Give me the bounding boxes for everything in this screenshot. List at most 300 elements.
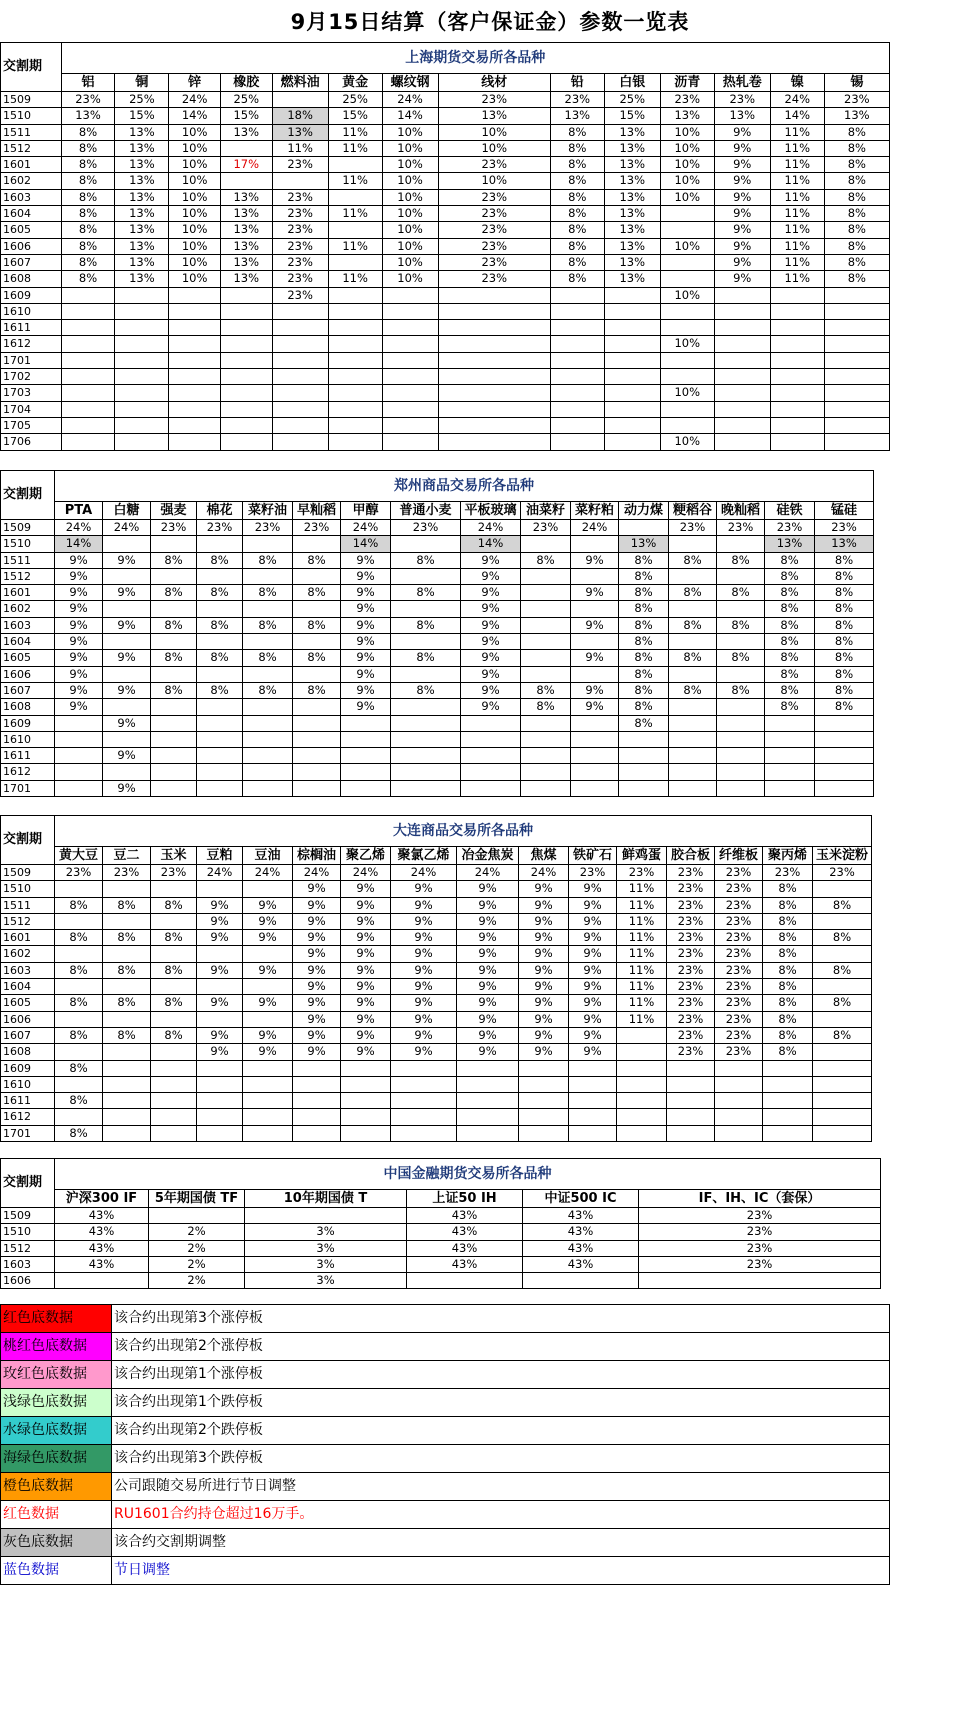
margin-cell: 23% xyxy=(550,92,604,108)
product-name: 铜 xyxy=(115,74,169,92)
margin-cell: 8% xyxy=(293,552,341,568)
table-row xyxy=(1,1273,881,1289)
margin-cell: 8% xyxy=(197,682,243,698)
margin-cell: 8% xyxy=(815,682,874,698)
delivery-month: 1706 xyxy=(1,434,62,450)
margin-cell: 8% xyxy=(61,124,115,140)
margin-cell: 23% xyxy=(243,520,293,536)
margin-cell xyxy=(813,946,872,962)
margin-cell xyxy=(660,369,714,385)
legend-swatch: 红色数据 xyxy=(1,1501,112,1529)
margin-cell: 15% xyxy=(328,108,382,124)
margin-cell: 24% xyxy=(103,520,151,536)
margin-cell: 8% xyxy=(550,271,604,287)
margin-cell xyxy=(243,946,293,962)
delivery-period-header: 交割期 xyxy=(1,1159,55,1208)
margin-cell xyxy=(341,1125,391,1141)
table-row xyxy=(1,173,890,189)
margin-cell xyxy=(55,1076,103,1092)
margin-cell xyxy=(391,666,461,682)
margin-cell: 9% xyxy=(391,1011,457,1027)
margin-cell xyxy=(243,634,293,650)
delivery-period-header: 交割期 xyxy=(1,816,55,865)
margin-cell xyxy=(55,881,103,897)
product-name: 聚乙烯 xyxy=(341,847,391,865)
margin-cell: 8% xyxy=(521,682,571,698)
legend-description: 节日调整 xyxy=(112,1557,890,1585)
margin-cell: 8% xyxy=(765,650,815,666)
margin-cell: 9% xyxy=(341,650,391,666)
margin-cell xyxy=(824,352,889,368)
margin-cell xyxy=(382,287,438,303)
margin-cell xyxy=(243,780,293,796)
margin-cell: 8% xyxy=(765,634,815,650)
margin-cell: 8% xyxy=(391,617,461,633)
margin-cell xyxy=(382,434,438,450)
margin-cell: 9% xyxy=(293,897,341,913)
product-name: IF、IH、IC（套保） xyxy=(639,1190,881,1208)
margin-cell: 8% xyxy=(619,666,669,682)
margin-cell: 10% xyxy=(660,287,714,303)
margin-cell xyxy=(272,92,328,108)
margin-cell xyxy=(197,715,243,731)
product-name: 聚氯乙烯 xyxy=(391,847,457,865)
margin-cell: 13% xyxy=(115,124,169,140)
margin-cell: 23% xyxy=(438,254,550,270)
margin-cell: 9% xyxy=(391,930,457,946)
margin-cell: 10% xyxy=(169,238,221,254)
product-name: 硅铁 xyxy=(765,502,815,520)
product-name: 沥青 xyxy=(660,74,714,92)
margin-cell: 13% xyxy=(220,222,272,238)
margin-cell xyxy=(197,634,243,650)
margin-cell xyxy=(61,320,115,336)
margin-cell xyxy=(639,1273,881,1289)
margin-cell: 13% xyxy=(604,157,660,173)
table-row xyxy=(1,287,890,303)
margin-cell: 8% xyxy=(763,1011,813,1027)
margin-cell: 9% xyxy=(461,585,521,601)
margin-cell: 14% xyxy=(382,108,438,124)
legend-description: 该合约出现第2个跌停板 xyxy=(112,1417,890,1445)
table-row xyxy=(1,780,874,796)
margin-cell xyxy=(770,401,824,417)
margin-cell xyxy=(151,881,197,897)
margin-cell xyxy=(382,401,438,417)
delivery-month: 1603 xyxy=(1,189,62,205)
delivery-month: 1607 xyxy=(1,1027,55,1043)
margin-cell: 11% xyxy=(617,995,667,1011)
margin-cell: 8% xyxy=(815,585,874,601)
margin-cell xyxy=(824,401,889,417)
product-name: 棕榈油 xyxy=(293,847,341,865)
margin-cell: 8% xyxy=(521,699,571,715)
margin-cell xyxy=(103,979,151,995)
margin-cell xyxy=(341,1076,391,1092)
margin-cell xyxy=(220,417,272,433)
margin-cell xyxy=(571,764,619,780)
margin-cell: 8% xyxy=(815,650,874,666)
margin-cell: 8% xyxy=(763,913,813,929)
margin-cell xyxy=(151,1011,197,1027)
margin-cell: 10% xyxy=(382,222,438,238)
table-row xyxy=(1,650,874,666)
margin-cell xyxy=(824,287,889,303)
table-row xyxy=(1,617,874,633)
margin-cell: 24% xyxy=(457,865,519,881)
margin-cell: 13% xyxy=(604,173,660,189)
margin-cell: 10% xyxy=(169,271,221,287)
margin-cell: 8% xyxy=(61,189,115,205)
margin-cell xyxy=(571,601,619,617)
table-row xyxy=(1,1208,881,1224)
margin-cell: 8% xyxy=(151,617,197,633)
margin-cell: 11% xyxy=(617,979,667,995)
margin-cell xyxy=(243,601,293,617)
product-name: 白银 xyxy=(604,74,660,92)
margin-cell xyxy=(604,417,660,433)
margin-cell: 9% xyxy=(519,1011,569,1027)
margin-cell xyxy=(272,173,328,189)
margin-cell: 9% xyxy=(341,617,391,633)
margin-cell xyxy=(521,715,571,731)
margin-cell xyxy=(61,352,115,368)
margin-cell xyxy=(457,1109,519,1125)
margin-cell: 9% xyxy=(197,1044,243,1060)
margin-cell xyxy=(151,715,197,731)
delivery-month: 1601 xyxy=(1,157,62,173)
margin-cell: 23% xyxy=(667,1044,715,1060)
margin-cell xyxy=(328,336,382,352)
margin-cell: 10% xyxy=(169,222,221,238)
margin-cell xyxy=(220,385,272,401)
legend-row xyxy=(1,1305,890,1333)
product-name: 锌 xyxy=(169,74,221,92)
delivery-month: 1509 xyxy=(1,520,55,536)
margin-cell: 11% xyxy=(770,157,824,173)
margin-cell xyxy=(521,764,571,780)
margin-cell xyxy=(220,352,272,368)
margin-cell: 13% xyxy=(115,222,169,238)
margin-cell: 23% xyxy=(639,1240,881,1256)
margin-cell: 8% xyxy=(103,897,151,913)
delivery-month: 1701 xyxy=(1,780,55,796)
margin-cell: 13% xyxy=(660,108,714,124)
margin-cell: 9% xyxy=(243,897,293,913)
margin-cell: 23% xyxy=(103,865,151,881)
margin-cell xyxy=(815,731,874,747)
margin-cell: 43% xyxy=(523,1256,639,1272)
product-name: 聚丙烯 xyxy=(763,847,813,865)
margin-cell xyxy=(61,401,115,417)
margin-cell xyxy=(55,1273,149,1289)
margin-cell xyxy=(550,385,604,401)
margin-cell xyxy=(521,748,571,764)
margin-cell xyxy=(243,666,293,682)
margin-cell: 8% xyxy=(391,585,461,601)
margin-cell: 9% xyxy=(571,699,619,715)
margin-cell xyxy=(169,320,221,336)
table-row xyxy=(1,764,874,780)
margin-cell xyxy=(815,764,874,780)
margin-cell xyxy=(813,1044,872,1060)
margin-cell: 23% xyxy=(715,897,763,913)
margin-cell xyxy=(272,320,328,336)
margin-cell xyxy=(604,401,660,417)
margin-cell: 9% xyxy=(293,881,341,897)
margin-cell xyxy=(197,748,243,764)
margin-cell xyxy=(151,1076,197,1092)
margin-cell xyxy=(151,536,197,552)
czce-product-row xyxy=(1,502,874,520)
margin-cell xyxy=(328,401,382,417)
margin-cell xyxy=(550,287,604,303)
margin-cell: 25% xyxy=(115,92,169,108)
margin-cell: 23% xyxy=(438,238,550,254)
margin-cell xyxy=(197,666,243,682)
delivery-month: 1609 xyxy=(1,287,62,303)
margin-cell xyxy=(197,1011,243,1027)
margin-cell xyxy=(660,303,714,319)
margin-cell: 8% xyxy=(151,962,197,978)
margin-cell xyxy=(571,666,619,682)
margin-cell xyxy=(824,434,889,450)
margin-cell xyxy=(382,385,438,401)
delivery-month: 1512 xyxy=(1,140,62,156)
delivery-month: 1603 xyxy=(1,1256,55,1272)
margin-cell: 9% xyxy=(391,995,457,1011)
table-row xyxy=(1,189,890,205)
margin-cell: 11% xyxy=(617,946,667,962)
margin-cell: 43% xyxy=(407,1256,523,1272)
margin-cell xyxy=(519,1093,569,1109)
margin-cell xyxy=(765,780,815,796)
margin-cell: 9% xyxy=(457,897,519,913)
table-row xyxy=(1,601,874,617)
margin-cell: 8% xyxy=(763,881,813,897)
margin-cell: 15% xyxy=(220,108,272,124)
margin-cell xyxy=(103,881,151,897)
margin-cell: 23% xyxy=(660,92,714,108)
margin-cell xyxy=(151,1060,197,1076)
margin-cell xyxy=(103,601,151,617)
margin-cell xyxy=(824,385,889,401)
margin-cell: 9% xyxy=(243,930,293,946)
margin-cell xyxy=(293,699,341,715)
margin-cell: 11% xyxy=(617,913,667,929)
margin-cell: 23% xyxy=(272,206,328,222)
margin-cell xyxy=(293,1109,341,1125)
margin-cell: 9% xyxy=(461,699,521,715)
margin-cell xyxy=(763,1125,813,1141)
margin-cell: 8% xyxy=(151,552,197,568)
margin-cell: 11% xyxy=(770,140,824,156)
margin-cell xyxy=(715,1109,763,1125)
margin-cell xyxy=(438,434,550,450)
margin-cell: 11% xyxy=(328,271,382,287)
margin-cell xyxy=(770,320,824,336)
margin-cell: 9% xyxy=(197,913,243,929)
margin-cell xyxy=(667,1109,715,1125)
margin-cell: 23% xyxy=(569,865,617,881)
legend-swatch: 玫红色底数据 xyxy=(1,1361,112,1389)
margin-cell: 13% xyxy=(220,271,272,287)
delivery-month: 1509 xyxy=(1,1208,55,1224)
legend-table xyxy=(0,1304,890,1585)
margin-cell xyxy=(293,715,341,731)
margin-cell: 13% xyxy=(220,189,272,205)
margin-cell: 23% xyxy=(438,157,550,173)
margin-cell xyxy=(169,303,221,319)
margin-cell xyxy=(293,1125,341,1141)
table-row xyxy=(1,865,872,881)
margin-cell: 13% xyxy=(115,254,169,270)
delivery-month: 1510 xyxy=(1,108,62,124)
margin-cell: 11% xyxy=(770,206,824,222)
margin-cell xyxy=(824,303,889,319)
margin-cell xyxy=(272,352,328,368)
legend-swatch: 橙色底数据 xyxy=(1,1473,112,1501)
margin-cell xyxy=(293,568,341,584)
margin-cell: 11% xyxy=(328,238,382,254)
margin-cell xyxy=(243,731,293,747)
margin-cell xyxy=(669,601,717,617)
margin-cell: 11% xyxy=(770,238,824,254)
margin-cell xyxy=(115,336,169,352)
margin-cell xyxy=(115,434,169,450)
margin-cell: 9% xyxy=(569,946,617,962)
margin-cell xyxy=(550,434,604,450)
product-name: 动力煤 xyxy=(619,502,669,520)
margin-cell: 8% xyxy=(61,271,115,287)
delivery-month: 1511 xyxy=(1,124,62,140)
margin-cell xyxy=(391,715,461,731)
delivery-month: 1510 xyxy=(1,1224,55,1240)
margin-cell: 8% xyxy=(103,930,151,946)
margin-cell: 8% xyxy=(763,946,813,962)
cffex-product-row xyxy=(1,1190,881,1208)
margin-cell xyxy=(617,1125,667,1141)
margin-cell: 8% xyxy=(391,552,461,568)
margin-cell xyxy=(813,1125,872,1141)
margin-cell: 13% xyxy=(115,238,169,254)
margin-cell: 8% xyxy=(55,897,103,913)
margin-cell: 9% xyxy=(571,617,619,633)
margin-cell: 9% xyxy=(293,1011,341,1027)
margin-cell: 10% xyxy=(169,189,221,205)
table-row xyxy=(1,731,874,747)
margin-cell: 9% xyxy=(103,552,151,568)
legend-description: 该合约出现第1个涨停板 xyxy=(112,1361,890,1389)
margin-cell xyxy=(813,1060,872,1076)
margin-cell: 8% xyxy=(55,1060,103,1076)
margin-cell: 23% xyxy=(715,1011,763,1027)
margin-cell: 13% xyxy=(604,271,660,287)
margin-cell xyxy=(461,748,521,764)
table-row xyxy=(1,417,890,433)
margin-cell xyxy=(438,369,550,385)
delivery-month: 1510 xyxy=(1,881,55,897)
margin-cell: 10% xyxy=(438,140,550,156)
margin-cell: 8% xyxy=(293,585,341,601)
margin-cell: 9% xyxy=(461,617,521,633)
margin-cell xyxy=(197,764,243,780)
margin-cell xyxy=(521,634,571,650)
margin-cell: 9% xyxy=(103,650,151,666)
margin-cell: 8% xyxy=(550,140,604,156)
product-name: 早籼稻 xyxy=(293,502,341,520)
margin-cell xyxy=(293,666,341,682)
margin-cell: 9% xyxy=(714,124,770,140)
margin-cell: 23% xyxy=(667,930,715,946)
margin-cell: 11% xyxy=(617,930,667,946)
margin-cell: 11% xyxy=(770,254,824,270)
table-row xyxy=(1,1076,872,1092)
margin-cell: 9% xyxy=(714,206,770,222)
margin-cell: 9% xyxy=(714,157,770,173)
margin-cell: 8% xyxy=(55,930,103,946)
product-name: 铝 xyxy=(61,74,115,92)
margin-cell xyxy=(813,1076,872,1092)
margin-cell: 10% xyxy=(169,254,221,270)
margin-cell: 8% xyxy=(619,634,669,650)
margin-cell: 8% xyxy=(55,1125,103,1141)
margin-cell xyxy=(103,913,151,929)
margin-cell: 9% xyxy=(457,979,519,995)
margin-cell xyxy=(617,1093,667,1109)
margin-cell xyxy=(243,1076,293,1092)
margin-cell: 8% xyxy=(243,585,293,601)
margin-cell: 25% xyxy=(220,92,272,108)
legend-row xyxy=(1,1529,890,1557)
margin-cell: 23% xyxy=(667,1027,715,1043)
margin-cell: 9% xyxy=(55,682,103,698)
margin-cell: 8% xyxy=(763,930,813,946)
margin-cell: 23% xyxy=(715,1044,763,1060)
margin-cell xyxy=(293,634,341,650)
margin-cell xyxy=(765,715,815,731)
legend-description: 该合约出现第1个跌停板 xyxy=(112,1389,890,1417)
margin-cell: 9% xyxy=(569,995,617,1011)
legend-description: RU1601合约持仓超过16万手。 xyxy=(112,1501,890,1529)
margin-cell xyxy=(438,417,550,433)
margin-cell xyxy=(569,1093,617,1109)
margin-cell xyxy=(220,140,272,156)
legend-swatch: 水绿色底数据 xyxy=(1,1417,112,1445)
margin-cell: 13% xyxy=(115,173,169,189)
margin-cell xyxy=(669,536,717,552)
product-name: 黄大豆 xyxy=(55,847,103,865)
table-row xyxy=(1,124,890,140)
delivery-month: 1612 xyxy=(1,1109,55,1125)
product-name: 纤维板 xyxy=(715,847,763,865)
margin-cell xyxy=(197,568,243,584)
margin-cell: 9% xyxy=(457,913,519,929)
table-row xyxy=(1,930,872,946)
margin-cell: 8% xyxy=(550,124,604,140)
margin-cell xyxy=(407,1273,523,1289)
margin-cell: 43% xyxy=(55,1240,149,1256)
margin-cell: 2% xyxy=(149,1224,245,1240)
margin-cell xyxy=(714,303,770,319)
margin-cell xyxy=(438,385,550,401)
table-row xyxy=(1,585,874,601)
margin-cell xyxy=(521,601,571,617)
table-row xyxy=(1,1027,872,1043)
margin-cell: 8% xyxy=(763,962,813,978)
margin-cell: 9% xyxy=(569,881,617,897)
margin-cell xyxy=(717,601,765,617)
